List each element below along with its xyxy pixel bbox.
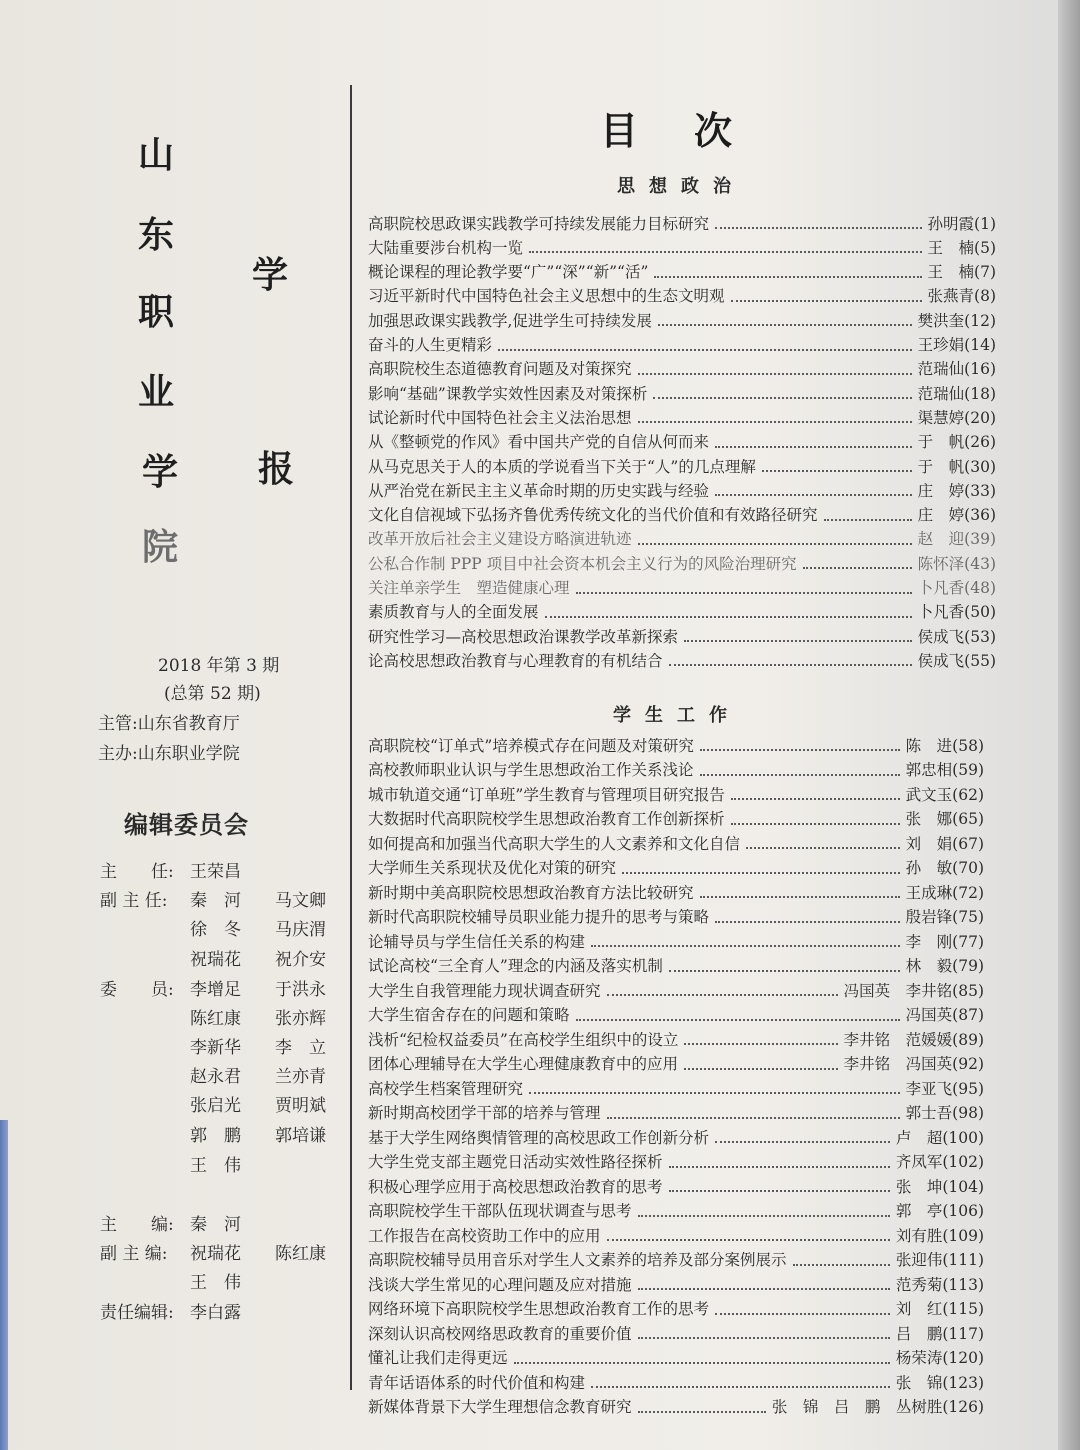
toc-entry-title: 新媒体背景下大学生理想信念教育研究 bbox=[368, 1398, 632, 1416]
toc-entry-title: 从马克思关于人的本质的学说看当下关于“人”的几点理解 bbox=[368, 457, 756, 476]
toc-leader-dots bbox=[498, 349, 912, 351]
issue-number: 2018 年第 3 期 bbox=[158, 656, 280, 676]
toc-entry-title: 高职院校学生干部队伍现状调查与思考 bbox=[368, 1202, 632, 1220]
toc-entry bbox=[368, 830, 984, 852]
committee-names: 李白露 bbox=[190, 1303, 241, 1323]
toc-entry bbox=[368, 1271, 984, 1293]
toc-entry-author-page: 赵 迎(39) bbox=[917, 530, 996, 549]
toc-entry-title: 研究性学习—高校思想政治课教学改革新探索 bbox=[368, 627, 679, 646]
toc-entry-author-page: 张燕青(8) bbox=[927, 287, 996, 306]
toc-leader-dots bbox=[731, 300, 922, 302]
toc-entry-author-page: 刘有胜(109) bbox=[895, 1226, 984, 1245]
toc-entry-title: 懂礼让我们走得更远 bbox=[368, 1349, 508, 1367]
toc-entry bbox=[368, 732, 984, 754]
toc-entry-title: 高校教师职业认识与学生思想政治工作关系浅论 bbox=[368, 761, 694, 779]
toc-entry bbox=[368, 1394, 984, 1416]
toc-entry bbox=[368, 332, 996, 354]
toc-entry bbox=[368, 1222, 984, 1244]
toc-entry-author-page: 张迎伟(111) bbox=[895, 1251, 984, 1269]
toc-entry-author-page: 范瑞仙(16) bbox=[917, 360, 996, 379]
toc-entry-title: 浅析“纪检权益委员”在高校学生组织中的设立 bbox=[368, 1030, 679, 1049]
toc-entry-title: 公私合作制 PPP 项目中社会资本机会主义行为的风险治理研究 bbox=[368, 554, 797, 573]
toc-entry-title: 从《整顿党的作风》看中国共产党的自信从何而来 bbox=[368, 433, 710, 452]
toc-entry-title: 大数据时代高职院校学生思想政治教育工作创新探析 bbox=[368, 810, 725, 828]
committee-names: 李增足 于洪永 bbox=[190, 980, 326, 1000]
toc-entry-author-page: 卜凡香(48) bbox=[917, 579, 996, 597]
toc-entry-title: 浅谈大学生常见的心理问题及应对措施 bbox=[368, 1275, 632, 1294]
committee-names: 祝瑞花 祝介安 bbox=[190, 950, 326, 970]
toc-entry bbox=[368, 307, 996, 329]
toc-entry-author-page: 王 楠(5) bbox=[927, 238, 996, 257]
toc-entry-author-page: 冯国英(87) bbox=[905, 1006, 984, 1024]
journal-title-char: 院 bbox=[142, 527, 179, 568]
toc-entry-author-page: 王成琳(72) bbox=[905, 883, 984, 902]
toc-entry-author-page: 陈 进(58) bbox=[905, 736, 984, 755]
toc-leader-dots bbox=[591, 945, 900, 947]
toc-entry-title: 文化自信视域下弘扬齐鲁优秀传统文化的当代价值和有效路径研究 bbox=[368, 506, 818, 525]
toc-leader-dots bbox=[545, 616, 912, 618]
toc-entry-author-page: 范瑞仙(18) bbox=[917, 384, 996, 403]
book-edge-left bbox=[0, 1120, 8, 1450]
journal-title-char: 学 bbox=[252, 255, 289, 296]
toc-leader-dots bbox=[715, 921, 900, 923]
toc-entry-title: 论辅导员与学生信任关系的构建 bbox=[368, 932, 586, 951]
toc-entry-author-page: 范秀菊(113) bbox=[895, 1275, 984, 1294]
toc-leader-dots bbox=[514, 1362, 890, 1364]
toc-leader-dots bbox=[669, 664, 912, 666]
toc-entry-title: 大学生宿舍存在的问题和策略 bbox=[368, 1006, 570, 1024]
toc-leader-dots bbox=[607, 994, 838, 996]
committee-role: 副 主 编: bbox=[100, 1244, 168, 1264]
toc-leader-dots bbox=[684, 640, 912, 642]
toc-entry bbox=[368, 453, 996, 475]
toc-entry bbox=[368, 429, 996, 451]
toc-entry-title: 网络环境下高职院校学生思想政治教育工作的思考 bbox=[368, 1300, 710, 1318]
toc-leader-dots bbox=[824, 519, 912, 521]
committee-names: 陈红康 张亦辉 bbox=[190, 1009, 326, 1029]
toc-entry-author-page: 李井铭 冯国英(92) bbox=[843, 1055, 984, 1073]
toc-entry-author-page: 李 刚(77) bbox=[905, 932, 984, 951]
toc-entry-title: 新时期中美高职院校思想政治教育方法比较研究 bbox=[368, 883, 694, 902]
toc-entry-title: 加强思政课实践教学,促进学生可持续发展 bbox=[368, 311, 652, 330]
toc-leader-dots bbox=[746, 847, 900, 849]
toc-entry-author-page: 刘 娟(67) bbox=[905, 834, 984, 853]
toc-leader-dots bbox=[654, 276, 921, 278]
toc-entry-title: 影响“基础”课教学实效性因素及对策探析 bbox=[368, 384, 648, 403]
toc-entry-title: 概论课程的理论教学要“广”“深”“新”“活” bbox=[368, 263, 649, 282]
committee-role: 主 编: bbox=[100, 1215, 174, 1235]
toc-entry-author-page: 孙明霞(1) bbox=[927, 214, 996, 233]
supervisor: 主管:山东省教育厅 bbox=[98, 714, 240, 734]
toc-entry-author-page: 李亚飞(95) bbox=[905, 1079, 984, 1098]
toc-entry bbox=[368, 1149, 984, 1171]
section-heading: 学生工作 bbox=[613, 705, 741, 726]
toc-leader-dots bbox=[529, 251, 922, 253]
toc-entry-author-page: 齐凤军(102) bbox=[895, 1153, 984, 1171]
toc-entry-author-page: 李井铭 范媛媛(89) bbox=[843, 1030, 984, 1049]
toc-leader-dots bbox=[653, 397, 911, 399]
toc-entry-author-page: 陈怀泽(43) bbox=[917, 554, 996, 573]
committee-names: 张启光 贾明斌 bbox=[190, 1096, 326, 1116]
toc-entry bbox=[368, 1075, 984, 1097]
toc-leader-dots bbox=[700, 774, 900, 776]
toc-entry-author-page: 孙 敏(70) bbox=[905, 859, 984, 877]
committee-role: 副 主 任: bbox=[100, 891, 168, 911]
toc-leader-dots bbox=[607, 1239, 890, 1241]
toc-leader-dots bbox=[638, 543, 912, 545]
toc-entry bbox=[368, 550, 996, 572]
toc-entry-title: 习近平新时代中国特色社会主义思想中的生态文明观 bbox=[368, 287, 725, 306]
toc-entry-title: 奋斗的人生更精彩 bbox=[368, 336, 493, 354]
book-edge-right bbox=[1058, 0, 1080, 1450]
toc-entry bbox=[368, 781, 984, 803]
committee-names: 王荣昌 bbox=[190, 862, 241, 882]
toc-leader-dots bbox=[591, 1386, 890, 1388]
toc-leader-dots bbox=[607, 1117, 900, 1119]
committee-names: 王 伟 bbox=[190, 1273, 241, 1293]
toc-entry bbox=[368, 1051, 984, 1073]
toc-entry-title: 积极心理学应用于高校思想政治教育的思考 bbox=[368, 1177, 663, 1196]
toc-entry-author-page: 杨荣涛(120) bbox=[895, 1349, 984, 1367]
committee-role: 委 员: bbox=[100, 980, 174, 1000]
committee-names: 李新华 李 立 bbox=[190, 1038, 326, 1058]
toc-entry-author-page: 冯国英 李井铭(85) bbox=[843, 981, 984, 1000]
toc-entry bbox=[368, 855, 984, 877]
toc-entry-title: 大学生自我管理能力现状调查研究 bbox=[368, 981, 601, 1000]
toc-entry-title: 深刻认识高校网络思政教育的重要价值 bbox=[368, 1324, 632, 1343]
committee-names: 徐 冬 马庆渭 bbox=[190, 920, 326, 940]
toc-entry-title: 团体心理辅导在大学生心理健康教育中的应用 bbox=[368, 1055, 679, 1073]
toc-entry-title: 工作报告在高校资助工作中的应用 bbox=[368, 1226, 601, 1245]
toc-entry bbox=[368, 404, 996, 426]
toc-entry bbox=[368, 806, 984, 828]
toc-entry-title: 如何提高和加强当代高职大学生的人文素养和文化自信 bbox=[368, 834, 741, 853]
toc-entry-title: 试论高校“三全育人”理念的内涵及落实机制 bbox=[368, 957, 663, 975]
toc-entry-author-page: 刘 红(115) bbox=[895, 1300, 984, 1318]
toc-leader-dots bbox=[638, 1411, 766, 1413]
toc-entry-author-page: 吕 鹏(117) bbox=[895, 1324, 984, 1343]
toc-entry bbox=[368, 928, 984, 950]
committee-names: 祝瑞花 陈红康 bbox=[190, 1244, 326, 1264]
toc-entry bbox=[368, 1296, 984, 1318]
total-issue-number: (总第 52 期) bbox=[164, 684, 261, 704]
toc-entry-author-page: 张 锦 吕 鹏 丛树胜(126) bbox=[771, 1398, 984, 1416]
toc-leader-dots bbox=[731, 798, 900, 800]
toc-entry bbox=[368, 210, 996, 232]
toc-leader-dots bbox=[638, 1337, 890, 1339]
toc-entry-author-page: 张 娜(65) bbox=[905, 810, 984, 828]
toc-entry-author-page: 卢 超(100) bbox=[895, 1128, 984, 1147]
toc-leader-dots bbox=[762, 470, 912, 472]
toc-leader-dots bbox=[731, 823, 900, 825]
journal-title-char: 东 bbox=[138, 215, 175, 256]
toc-leader-dots bbox=[684, 1043, 837, 1045]
toc-entry bbox=[368, 953, 984, 975]
sponsor: 主办:山东职业学院 bbox=[98, 744, 240, 764]
toc-entry-author-page: 侯成飞(53) bbox=[917, 627, 996, 646]
toc-leader-dots bbox=[638, 1288, 890, 1290]
toc-entry-title: 从严治党在新民主主义革命时期的历史实践与经验 bbox=[368, 481, 710, 500]
toc-entry-author-page: 王 楠(7) bbox=[927, 263, 996, 282]
toc-entry bbox=[368, 380, 996, 402]
toc-leader-dots bbox=[669, 970, 900, 972]
toc-leader-dots bbox=[715, 1141, 890, 1143]
toc-entry-title: 基于大学生网络舆情管理的高校思政工作创新分析 bbox=[368, 1128, 710, 1147]
toc-entry-author-page: 庄 婷(33) bbox=[917, 481, 996, 500]
toc-leader-dots bbox=[576, 592, 912, 594]
toc-entry-author-page: 殷岩锋(75) bbox=[905, 908, 984, 926]
toc-entry bbox=[368, 904, 984, 926]
committee-names: 秦 河 bbox=[190, 1215, 241, 1235]
toc-entry-title: 素质教育与人的全面发展 bbox=[368, 603, 539, 622]
toc-leader-dots bbox=[576, 1019, 900, 1021]
toc-entry-title: 高职院校“订单式”培养模式存在问题及对策研究 bbox=[368, 736, 694, 755]
toc-entry-author-page: 郭 亭(106) bbox=[895, 1202, 984, 1220]
toc-entry bbox=[368, 1198, 984, 1220]
toc-entry-author-page: 郭士吾(98) bbox=[905, 1104, 984, 1122]
section-heading: 思想政治 bbox=[617, 176, 745, 197]
toc-entry bbox=[368, 502, 996, 524]
toc-leader-dots bbox=[715, 446, 912, 448]
toc-leader-dots bbox=[684, 1068, 838, 1070]
toc-entry bbox=[368, 526, 996, 548]
journal-title-char: 学 bbox=[142, 452, 179, 493]
toc-entry-title: 大学生党支部主题党日活动实效性路径探析 bbox=[368, 1153, 663, 1171]
column-divider bbox=[350, 85, 352, 1390]
toc-entry-author-page: 樊洪奎(12) bbox=[917, 311, 996, 330]
toc-entry-title: 城市轨道交通“订单班”学生教育与管理项目研究报告 bbox=[368, 785, 725, 804]
toc-entry bbox=[368, 623, 996, 645]
toc-entry-author-page: 于 帆(30) bbox=[917, 457, 996, 476]
toc-entry-title: 高校学生档案管理研究 bbox=[368, 1079, 524, 1098]
journal-title-char: 业 bbox=[138, 372, 175, 413]
committee-names: 王 伟 bbox=[190, 1156, 241, 1176]
toc-entry-title: 高职院校思政课实践教学可持续发展能力目标研究 bbox=[368, 214, 710, 233]
toc-entry-title: 青年话语体系的时代价值和构建 bbox=[368, 1373, 586, 1392]
toc-entry-title: 改革开放后社会主义建设方略演进轨迹 bbox=[368, 530, 632, 549]
toc-entry-author-page: 张 锦(123) bbox=[895, 1373, 984, 1392]
toc-entry bbox=[368, 757, 984, 779]
toc-leader-dots bbox=[622, 872, 900, 874]
toc-entry-author-page: 武文玉(62) bbox=[905, 785, 984, 804]
committee-names: 赵永君 兰亦青 bbox=[190, 1067, 326, 1087]
toc-entry bbox=[368, 1320, 984, 1342]
toc-entry-title: 论高校思想政治教育与心理教育的有机结合 bbox=[368, 651, 663, 670]
toc-entry bbox=[368, 356, 996, 378]
toc-entry-author-page: 卜凡香(50) bbox=[917, 603, 996, 622]
toc-leader-dots bbox=[669, 1166, 890, 1168]
toc-entry bbox=[368, 879, 984, 901]
toc-leader-dots bbox=[638, 373, 912, 375]
toc-entry bbox=[368, 599, 996, 621]
toc-entry bbox=[368, 647, 996, 669]
toc-entry-title: 新时期高校团学干部的培养与管理 bbox=[368, 1104, 601, 1122]
toc-title: 目次 bbox=[600, 109, 789, 153]
toc-entry bbox=[368, 259, 996, 281]
toc-entry-author-page: 侯成飞(55) bbox=[917, 651, 996, 670]
toc-entry-title: 大学师生关系现状及优化对策的研究 bbox=[368, 859, 617, 877]
toc-leader-dots bbox=[803, 567, 912, 569]
toc-entry bbox=[368, 1026, 984, 1048]
toc-leader-dots bbox=[529, 1092, 900, 1094]
toc-leader-dots bbox=[700, 896, 900, 898]
toc-leader-dots bbox=[700, 749, 900, 751]
toc-entry-author-page: 林 毅(79) bbox=[905, 957, 984, 975]
toc-entry bbox=[368, 1369, 984, 1391]
committee-names: 秦 河 马文卿 bbox=[190, 891, 326, 911]
toc-entry-title: 试论新时代中国特色社会主义法治思想 bbox=[368, 408, 632, 427]
toc-entry bbox=[368, 1100, 984, 1122]
toc-entry-title: 高职院校生态道德教育问题及对策探究 bbox=[368, 360, 632, 379]
journal-title-char: 报 bbox=[258, 449, 295, 490]
toc-entry bbox=[368, 283, 996, 305]
toc-entry bbox=[368, 977, 984, 999]
toc-entry-author-page: 郭忠相(59) bbox=[905, 761, 984, 779]
toc-entry-title: 大陆重要涉台机构一览 bbox=[368, 238, 524, 257]
toc-entry bbox=[368, 575, 996, 597]
committee-role: 主 任: bbox=[100, 862, 174, 882]
toc-entry bbox=[368, 1247, 984, 1269]
toc-leader-dots bbox=[638, 421, 912, 423]
journal-title-char: 山 bbox=[138, 135, 175, 176]
committee-names: 郭 鹏 郭培谦 bbox=[190, 1126, 326, 1146]
toc-entry bbox=[368, 1002, 984, 1024]
committee-role: 责任编辑: bbox=[100, 1303, 174, 1323]
toc-entry-author-page: 庄 婷(36) bbox=[917, 506, 996, 525]
toc-leader-dots bbox=[715, 1313, 890, 1315]
toc-entry bbox=[368, 477, 996, 499]
journal-title-char: 职 bbox=[138, 292, 175, 333]
toc-leader-dots bbox=[669, 1190, 890, 1192]
toc-entry bbox=[368, 1124, 984, 1146]
toc-entry-title: 高职院校辅导员用音乐对学生人文素养的培养及部分案例展示 bbox=[368, 1251, 787, 1269]
toc-entry-title: 新时代高职院校辅导员职业能力提升的思考与策略 bbox=[368, 908, 710, 926]
toc-entry-author-page: 王珍娟(14) bbox=[917, 336, 996, 354]
toc-leader-dots bbox=[638, 1215, 890, 1217]
toc-entry-author-page: 于 帆(26) bbox=[917, 433, 996, 452]
toc-leader-dots bbox=[658, 324, 912, 326]
toc-entry-title: 关注单亲学生 塑造健康心理 bbox=[368, 579, 570, 597]
committee-title: 编辑委员会 bbox=[124, 811, 249, 839]
toc-entry-author-page: 渠慧婷(20) bbox=[917, 408, 996, 427]
toc-entry bbox=[368, 1173, 984, 1195]
toc-leader-dots bbox=[715, 494, 912, 496]
toc-entry bbox=[368, 234, 996, 256]
toc-leader-dots bbox=[715, 227, 922, 229]
toc-entry bbox=[368, 1345, 984, 1367]
toc-entry-author-page: 张 坤(104) bbox=[895, 1177, 984, 1196]
toc-leader-dots bbox=[793, 1264, 890, 1266]
